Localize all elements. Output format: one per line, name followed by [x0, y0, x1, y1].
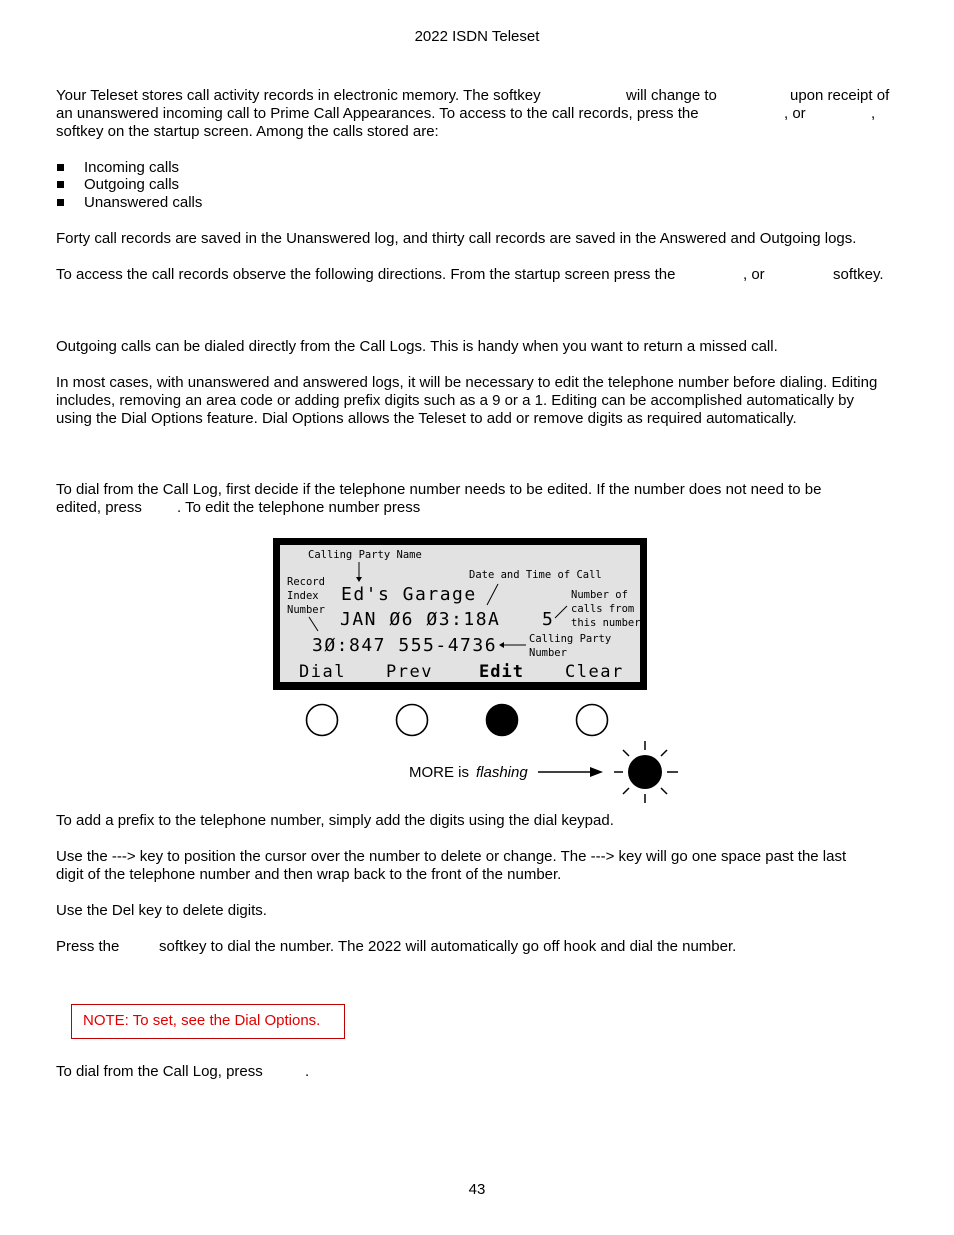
- teleset-display-figure: [268, 534, 688, 809]
- more-state: flashing: [476, 764, 528, 781]
- page-number: 43: [468, 1181, 486, 1198]
- count-label-1: Number of: [571, 589, 628, 601]
- note-box: [71, 1004, 345, 1039]
- list-item: Outgoing calls: [84, 176, 180, 193]
- softkey-button-clear[interactable]: [577, 705, 608, 736]
- more-label: MORE is: [409, 764, 469, 781]
- caller-name-value: Ed's Garage: [341, 584, 477, 605]
- paragraph-intro-1f: ,: [871, 105, 876, 122]
- calling-number-label-2: Number: [529, 647, 567, 659]
- softkey-button-dial[interactable]: [307, 705, 338, 736]
- calling-number-value: 3Ø:847 555-4736: [312, 635, 498, 656]
- paragraph-intro-1e: , or: [784, 105, 806, 122]
- paragraph-access-c: softkey.: [833, 266, 884, 283]
- paragraph-access-b: , or: [743, 266, 765, 283]
- softkey-label-clear: Clear: [565, 662, 624, 682]
- paragraph-cursor-1: Use the ---> key to position the cursor over the number to delete or change. The ---> key will go one space past the last: [56, 848, 847, 865]
- paragraph-delete: Use the Del key to delete digits.: [56, 902, 267, 919]
- call-date-value: JAN Ø6 Ø3:18A: [340, 609, 501, 630]
- record-label-3: Number: [287, 604, 325, 616]
- note-text: NOTE: To set, see the Dial Options.: [83, 1012, 321, 1029]
- softkey-label-prev: Prev: [386, 662, 433, 682]
- paragraph-intro-1a: Your Teleset stores call activity records in electronic memory. The softkey: [56, 87, 541, 104]
- paragraph-editing-2: includes, removing an area code or adding prefix digits such as a 9 or a 1. Editing can be accomplished automatically by: [56, 392, 854, 409]
- paragraph-outgoing: Outgoing calls can be dialed directly from the Call Logs. This is handy when you want to return a missed call.: [56, 338, 778, 355]
- count-label-2: calls from: [571, 603, 635, 615]
- softkey-label-edit: Edit: [479, 662, 524, 682]
- softkey-label-dial: Dial: [299, 662, 346, 682]
- paragraph-intro-1g: softkey on the startup screen. Among the calls stored are:: [56, 123, 439, 140]
- record-label-2: Index: [287, 590, 319, 602]
- arrowhead-more: [590, 767, 603, 777]
- flashing-light-icon: [614, 741, 678, 803]
- record-label-1: Record: [287, 576, 325, 588]
- paragraph-press-a: Press the: [56, 938, 120, 955]
- page-header: 2022 ISDN Teleset: [414, 28, 540, 45]
- paragraph-intro-1d: an unanswered incoming call to Prime Call Appearances. To access to the call records, press the: [56, 105, 699, 122]
- list-item: Unanswered calls: [84, 194, 203, 211]
- paragraph-press-b: softkey to dial the number. The 2022 will automatically go off hook and dial the number.: [159, 938, 737, 955]
- paragraph-final-b: .: [305, 1063, 310, 1080]
- paragraph-editing-1: In most cases, with unanswered and answered logs, it will be necessary to edit the telephone number before dialing. Editing: [56, 374, 878, 391]
- softkey-button-edit[interactable]: [487, 705, 518, 736]
- date-time-label: Date and Time of Call: [469, 569, 602, 581]
- list-item: Incoming calls: [84, 159, 180, 176]
- calling-party-name-label: Calling Party Name: [308, 549, 422, 561]
- paragraph-prefix: To add a prefix to the telephone number, simply add the digits using the dial keypad.: [56, 812, 614, 829]
- paragraph-dial-1: To dial from the Call Log, first decide if the telephone number needs to be edited. If the number does not need to be: [56, 481, 822, 498]
- bullet-marker: [57, 181, 64, 188]
- count-label-3: this number: [571, 617, 641, 629]
- paragraph-access-a: To access the call records observe the following directions. From the startup screen press the: [56, 266, 676, 283]
- paragraph-intro-1c: upon receipt of: [790, 87, 890, 104]
- paragraph-records: Forty call records are saved in the Unanswered log, and thirty call records are saved in the Answered and Outgoing logs.: [56, 230, 857, 247]
- paragraph-dial-2b: . To edit the telephone number press: [177, 499, 421, 516]
- calling-number-label-1: Calling Party: [529, 633, 612, 645]
- bullet-marker: [57, 164, 64, 171]
- call-count-value: 5: [542, 609, 553, 630]
- paragraph-editing-3: using the Dial Options feature. Dial Options allows the Teleset to add or remove digits as required automatically.: [56, 410, 797, 427]
- paragraph-intro-1b: will change to: [626, 87, 717, 104]
- bullet-marker: [57, 199, 64, 206]
- paragraph-cursor-2: digit of the telephone number and then wrap back to the front of the number.: [56, 866, 562, 883]
- paragraph-dial-2a: edited, press: [56, 499, 142, 516]
- softkey-button-prev[interactable]: [397, 705, 428, 736]
- paragraph-final-a: To dial from the Call Log, press: [56, 1063, 263, 1080]
